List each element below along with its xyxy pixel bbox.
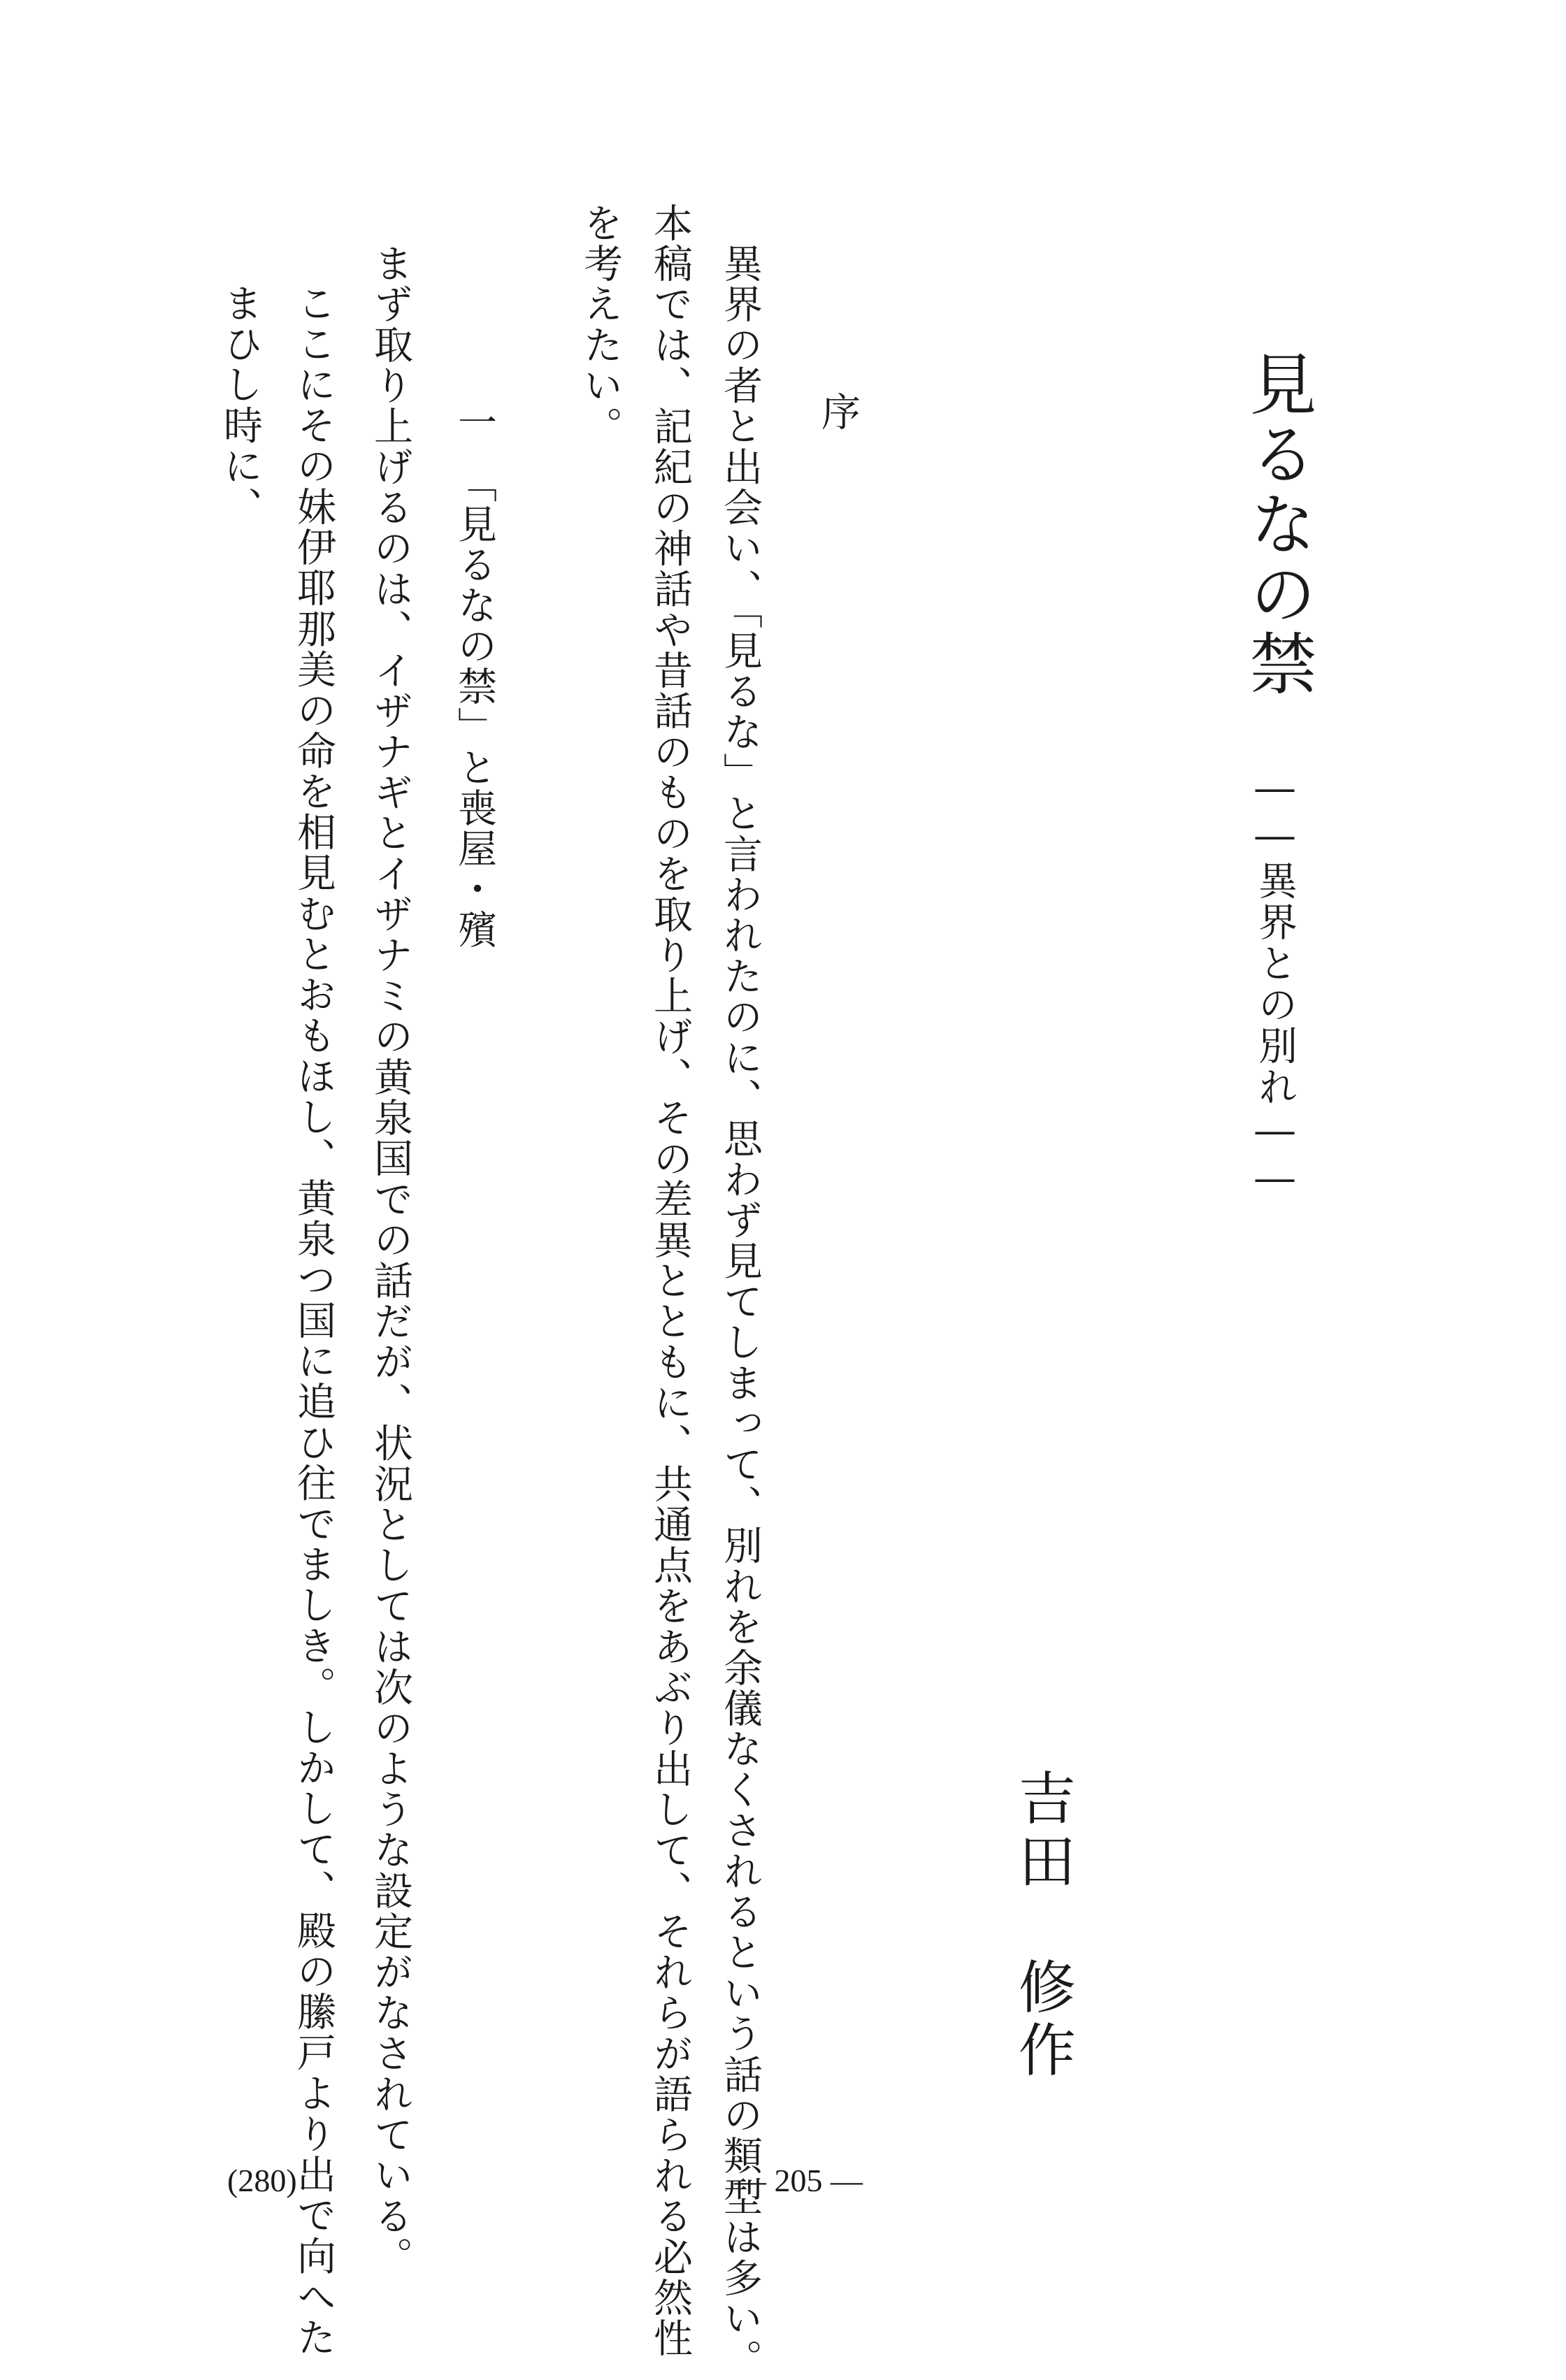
article-title: 見るなの禁 bbox=[1239, 349, 1317, 699]
body-line-3: まひし時に、 bbox=[217, 283, 263, 528]
section-heading: 一 「見るなの禁」と喪屋・殯 bbox=[452, 402, 497, 950]
preface-line-2: 本稿では、記紀の神話や昔話のものを取り上げ、その差異とともに、共通点をあぶり出して、それらが語られる必然性 bbox=[647, 203, 693, 2359]
author-name: 吉田 修作 bbox=[1009, 1768, 1076, 2083]
page-number: ― 205 ― bbox=[734, 2163, 863, 2198]
body-line-1: まず取り上げるのは、イザナギとイザナミの黄泉国での話だが、状況としては次のような設定がなされている。 bbox=[368, 243, 413, 2277]
body-line-2: ここにその妹伊耶那美の命を相見むとおもほし、黄泉つ国に追ひ往でましき。しかして、殿の縢戸より出で向へた bbox=[291, 283, 336, 2358]
preface-line-1: 異界の者と出会い、「見るな」と言われたのに、思わず見てしまって、別れを余儀なくされるという話の類型は多い。 bbox=[717, 243, 763, 2380]
page-reference: (280) bbox=[227, 2163, 297, 2198]
article-subtitle: ――異界との別れ―― bbox=[1252, 765, 1298, 1203]
preface-line-3: を考えたい。 bbox=[577, 203, 623, 447]
preface-heading: 序 bbox=[815, 391, 861, 431]
